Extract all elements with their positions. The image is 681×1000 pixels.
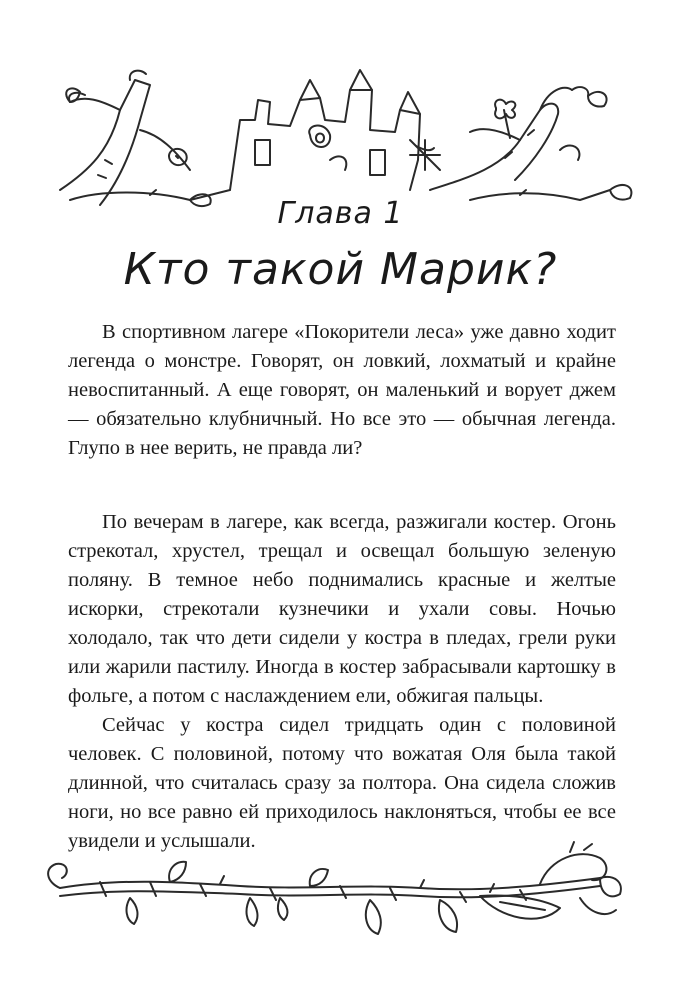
paragraph: Сейчас у костра сидел тридцать один с половиной человек. С половиной, потому что вожатая Оля была такой длинной, что считалась сразу за полтора. Она сидела сложив ноги, но все равно ей приходилось наклоняться, чтобы ее все увидели и услышали. — [68, 714, 616, 852]
chapter-title: Кто такой Марик? — [123, 244, 558, 295]
chapter-label: Глава 1 — [277, 196, 404, 231]
paragraph: По вечерам в лагере, как всегда, разжигали костер. Огонь стрекотал, хрустел, трещал и освещал большую зеленую поляну. В темное небо поднимались красные и желтые искорки, стрекотали кузнечики и ухали совы. Ночью холодало, так что дети сидели у костра в пледах, грели руки или жарили пастилу. Иногда в костер забрасывали картошку в фольге, а потом с наслаждением ели, обжигая пальцы. — [68, 511, 616, 707]
paragraph: В спортивном лагере «Покорители леса» уже давно ходит легенда о монстре. Говорят, он ловкий, лохматый и крайне невоспитанный. А еще говорят, он маленький и ворует джем — обязательно клубничный. Но все это — обычная легенда. Глупо в нее верить, не правда ли? — [68, 321, 616, 459]
text-block-intro — [68, 318, 616, 463]
text-block-main — [68, 508, 616, 856]
footer-vine-illustration — [40, 838, 640, 958]
